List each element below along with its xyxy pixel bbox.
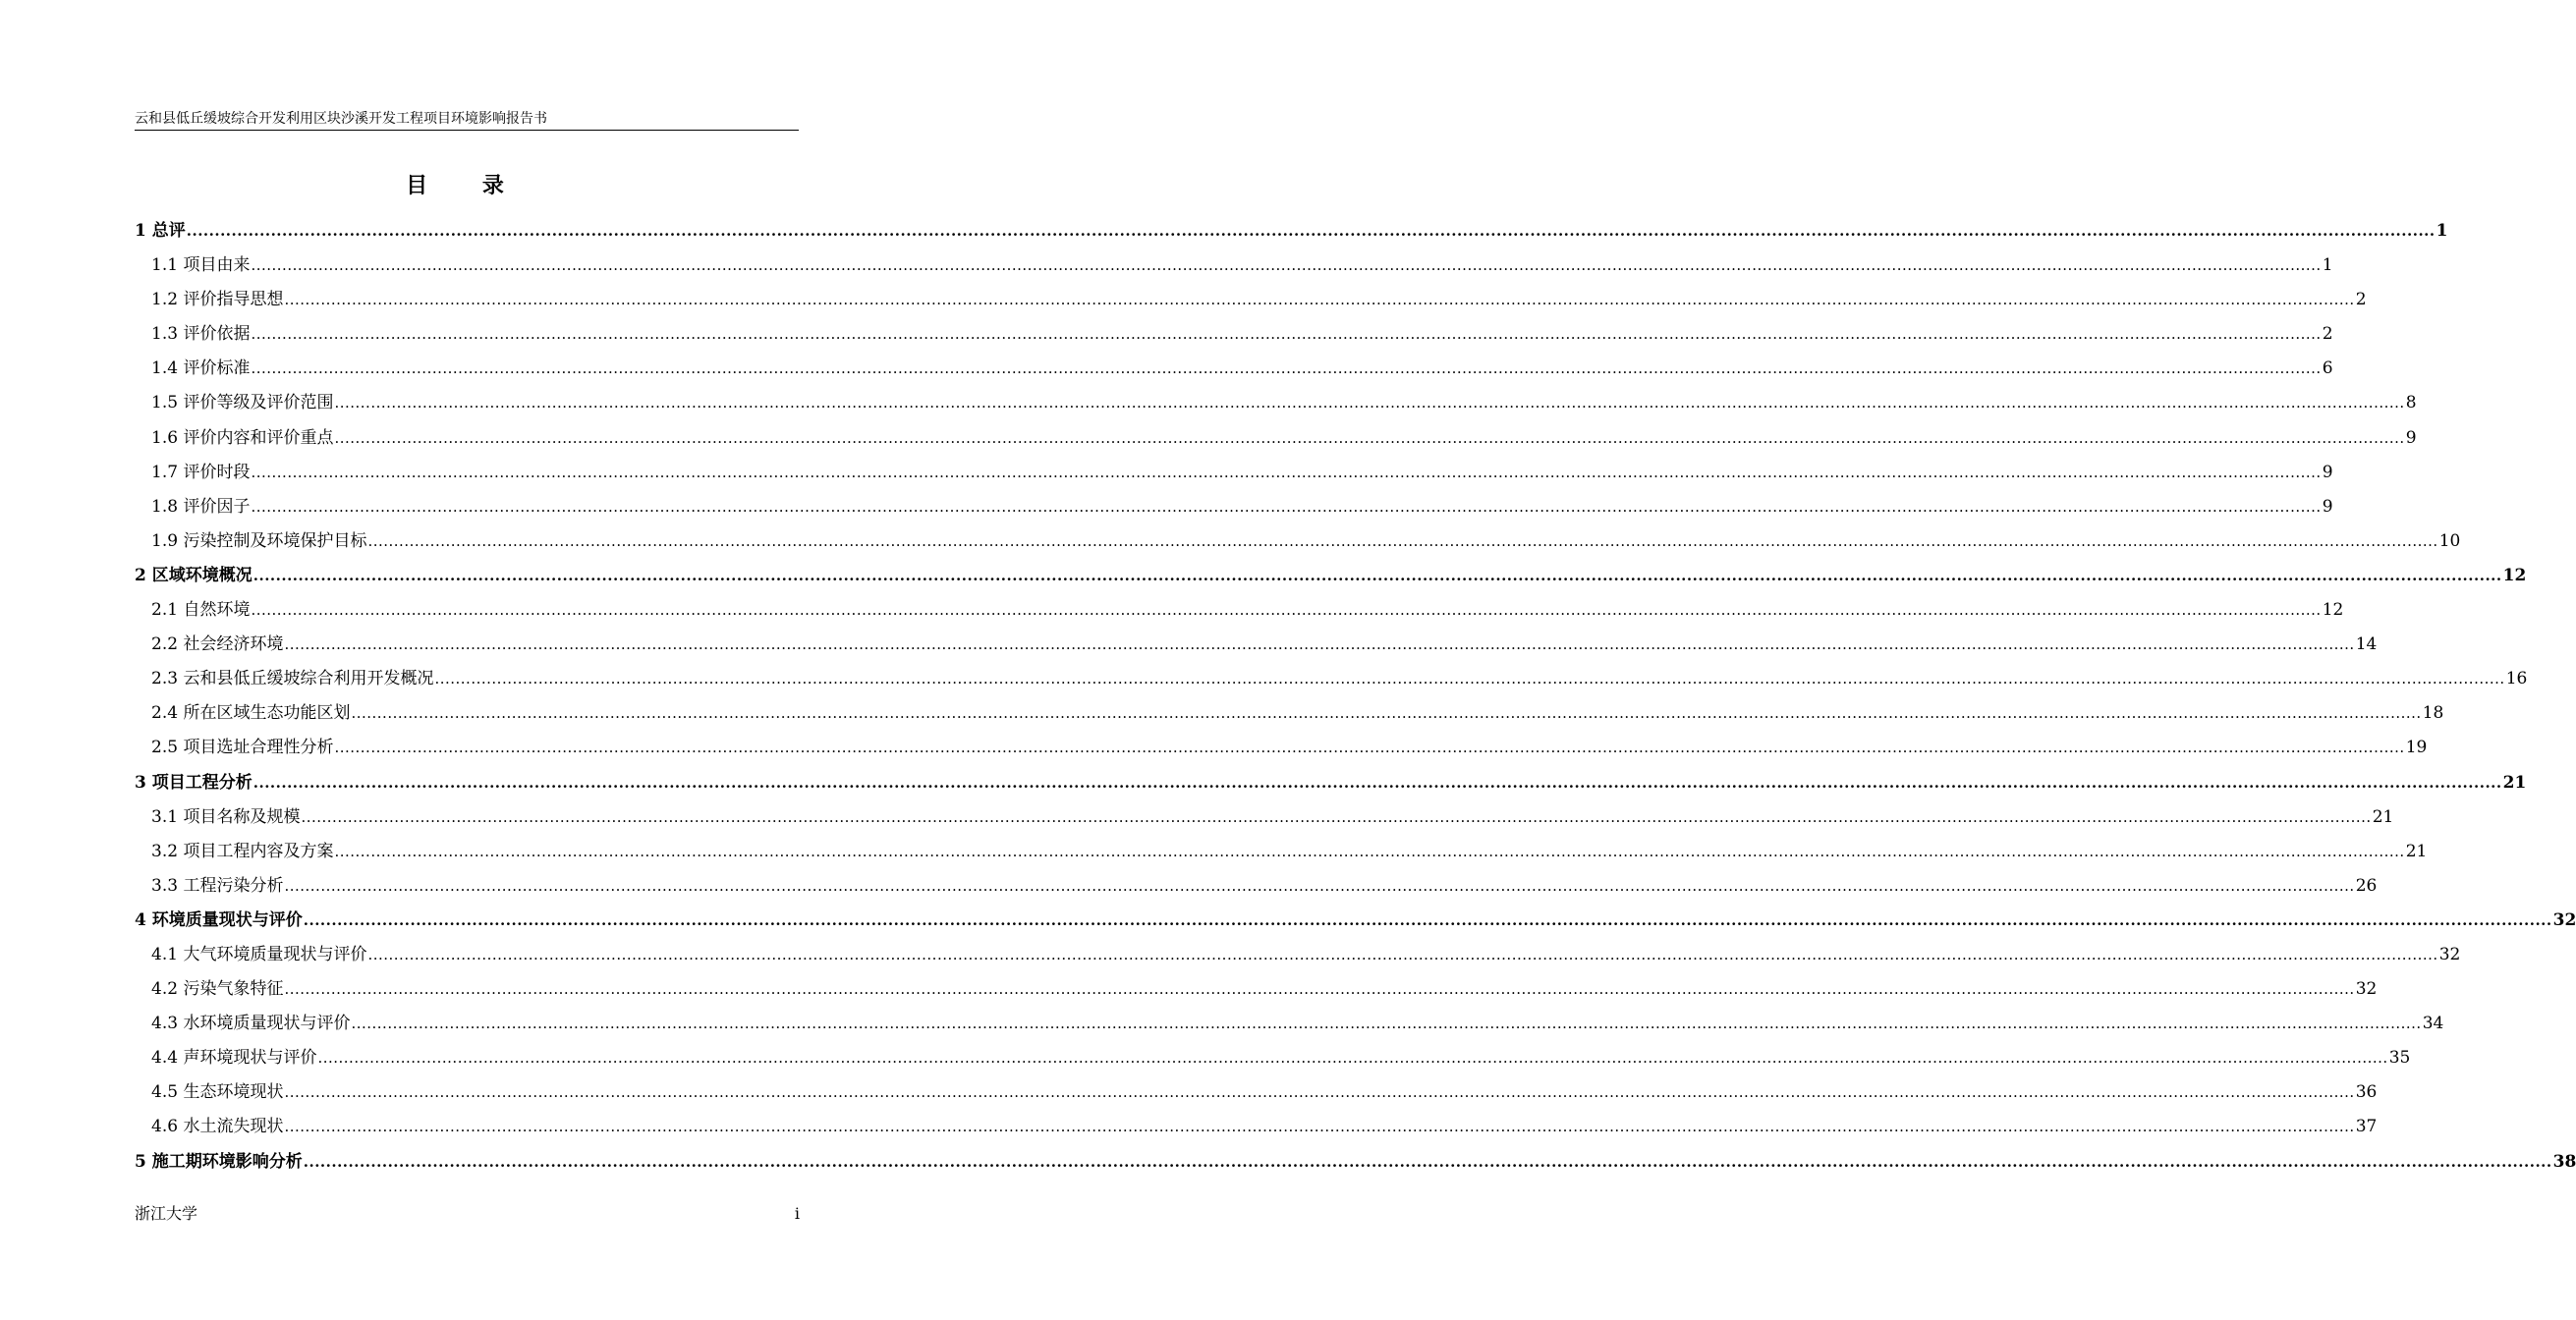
toc-section-entry[interactable] — [135, 456, 2333, 490]
toc-leader-dots: ................................................................................................................................................................................................................................................................................................................................................................................................................ — [334, 428, 2405, 447]
toc-entry-page-number: 9 — [2322, 462, 2333, 482]
toc-section-entry[interactable] — [135, 1075, 2378, 1110]
toc-section-entry[interactable] — [135, 490, 2333, 524]
toc-entry-label: 1.8 评价因子 — [151, 496, 251, 517]
toc-leader-dots: ................................................................................................................................................................................................................................................................................................................................................................................................................ — [334, 842, 2405, 860]
toc-entry-page-number: 18 — [2422, 703, 2444, 724]
toc-entry-page-number: 34 — [2422, 1014, 2444, 1034]
toc-leader-dots: ................................................................................................................................................................................................................................................................................................................................................................................................................ — [303, 1152, 2552, 1171]
toc-leader-dots: ................................................................................................................................................................................................................................................................................................................................................................................................................ — [367, 531, 2438, 550]
toc-section-entry[interactable] — [135, 835, 2428, 869]
toc-entry-page-number: 12 — [2502, 565, 2527, 585]
toc-entry-page-number: 9 — [2322, 496, 2333, 517]
toc-leader-dots: ................................................................................................................................................................................................................................................................................................................................................................................................................ — [252, 773, 2502, 792]
toc-section-entry[interactable] — [135, 662, 2528, 696]
toc-entry-page-number: 32 — [2355, 979, 2378, 1000]
toc-chapter-entry[interactable] — [135, 1145, 2576, 1180]
running-header: 云和县低丘缓坡综合开发利用区块沙溪开发工程项目环境影响报告书 — [135, 110, 799, 131]
toc-leader-dots: ................................................................................................................................................................................................................................................................................................................................................................................................................ — [351, 1015, 2422, 1033]
toc-leader-dots: ................................................................................................................................................................................................................................................................................................................................................................................................................ — [284, 635, 2355, 654]
toc-leader-dots: ................................................................................................................................................................................................................................................................................................................................................................................................................ — [251, 497, 2322, 516]
toc-section-entry[interactable] — [135, 869, 2378, 904]
toc-entry-page-number: 32 — [2552, 909, 2576, 930]
toc-entry-page-number: 16 — [2505, 669, 2528, 689]
toc-leader-dots: ................................................................................................................................................................................................................................................................................................................................................................................................................ — [252, 566, 2502, 584]
toc-entry-page-number: 21 — [2502, 772, 2527, 793]
toc-leader-dots: ................................................................................................................................................................................................................................................................................................................................................................................................................ — [251, 359, 2322, 378]
toc-entry-label: 2.3 云和县低丘缓坡综合利用开发概况 — [151, 669, 434, 689]
toc-entry-label: 2.5 项目选址合理性分析 — [151, 738, 334, 758]
toc-leader-dots: ................................................................................................................................................................................................................................................................................................................................................................................................................ — [251, 601, 2322, 620]
toc-section-entry[interactable] — [135, 628, 2378, 662]
toc-leader-dots: ................................................................................................................................................................................................................................................................................................................................................................................................................ — [301, 807, 2372, 826]
toc-entry-label: 4.1 大气环境质量现状与评价 — [151, 944, 367, 964]
toc-section-entry[interactable] — [135, 731, 2428, 765]
toc-entry-label: 4.4 声环境现状与评价 — [151, 1048, 317, 1069]
toc-leader-dots: ................................................................................................................................................................................................................................................................................................................................................................................................................ — [317, 1049, 2388, 1068]
toc-section-entry[interactable] — [135, 938, 2461, 972]
toc-entry-label: 1.3 评价依据 — [151, 324, 251, 345]
toc-entry-page-number: 21 — [2405, 841, 2428, 861]
toc-chapter-entry[interactable] — [135, 766, 2527, 800]
toc-entry-page-number: 19 — [2405, 738, 2428, 758]
toc-leader-dots: ................................................................................................................................................................................................................................................................................................................................................................................................................ — [186, 222, 2436, 240]
toc-leader-dots: ................................................................................................................................................................................................................................................................................................................................................................................................................ — [284, 1118, 2355, 1136]
toc-leader-dots: ................................................................................................................................................................................................................................................................................................................................................................................................................ — [303, 910, 2552, 929]
toc-entry-label: 1 总评 — [135, 221, 186, 241]
toc-section-entry[interactable] — [135, 1007, 2444, 1041]
toc-entry-label: 4.2 污染气象特征 — [151, 979, 284, 1000]
footer-page-number: i — [794, 1204, 800, 1223]
toc-section-entry[interactable] — [135, 800, 2394, 835]
toc-section-entry[interactable] — [135, 972, 2378, 1007]
toc-entry-label: 2.2 社会经济环境 — [151, 634, 284, 655]
toc-entry-label: 1.5 评价等级及评价范围 — [151, 393, 334, 413]
footer-organization: 浙江大学 — [135, 1204, 198, 1223]
toc-entry-page-number: 10 — [2438, 530, 2461, 551]
toc-entry-page-number: 2 — [2355, 290, 2367, 310]
toc-entry-page-number: 2 — [2322, 324, 2333, 345]
toc-entry-page-number: 6 — [2322, 358, 2333, 379]
toc-entry-label: 5 施工期环境影响分析 — [135, 1151, 303, 1172]
toc-section-entry[interactable] — [135, 248, 2333, 283]
toc-entry-label: 2.4 所在区域生态功能区划 — [151, 703, 351, 724]
toc-leader-dots: ................................................................................................................................................................................................................................................................................................................................................................................................................ — [367, 945, 2438, 963]
toc-section-entry[interactable] — [135, 696, 2444, 731]
toc-section-entry[interactable] — [135, 283, 2367, 317]
toc-leader-dots: ................................................................................................................................................................................................................................................................................................................................................................................................................ — [434, 670, 2505, 688]
toc-entry-page-number: 12 — [2322, 600, 2344, 621]
toc-entry-page-number: 1 — [2436, 221, 2448, 241]
toc-chapter-entry[interactable] — [135, 559, 2527, 593]
toc-leader-dots: ................................................................................................................................................................................................................................................................................................................................................................................................................ — [251, 256, 2322, 275]
toc-entry-label: 1.1 项目由来 — [151, 255, 251, 276]
toc-section-entry[interactable] — [135, 421, 2417, 456]
toc-entry-page-number: 14 — [2355, 634, 2378, 655]
toc-entry-label: 3.3 工程污染分析 — [151, 875, 284, 896]
toc-leader-dots: ................................................................................................................................................................................................................................................................................................................................................................................................................ — [334, 394, 2405, 412]
toc-leader-dots: ................................................................................................................................................................................................................................................................................................................................................................................................................ — [284, 980, 2355, 999]
toc-entry-label: 1.9 污染控制及环境保护目标 — [151, 530, 367, 551]
toc-entry-label: 2.1 自然环境 — [151, 600, 251, 621]
toc-entry-page-number: 21 — [2372, 806, 2394, 827]
toc-entry-label: 4.6 水土流失现状 — [151, 1117, 284, 1137]
toc-entry-page-number: 26 — [2355, 875, 2378, 896]
toc-section-entry[interactable] — [135, 1041, 2411, 1075]
toc-leader-dots: ................................................................................................................................................................................................................................................................................................................................................................................................................ — [284, 876, 2355, 895]
toc-entry-label: 1.6 评价内容和评价重点 — [151, 427, 334, 448]
toc-leader-dots: ................................................................................................................................................................................................................................................................................................................................................................................................................ — [351, 704, 2422, 723]
toc-entry-label: 3.2 项目工程内容及方案 — [151, 841, 334, 861]
toc-entry-label: 1.7 评价时段 — [151, 462, 251, 482]
toc-entry-label: 1.4 评价标准 — [151, 358, 251, 379]
toc-entry-page-number: 9 — [2405, 427, 2417, 448]
toc-entry-label: 4.3 水环境质量现状与评价 — [151, 1014, 351, 1034]
toc-leader-dots: ................................................................................................................................................................................................................................................................................................................................................................................................................ — [334, 739, 2405, 757]
toc-entry-page-number: 36 — [2355, 1082, 2378, 1103]
toc-section-entry[interactable] — [135, 1110, 2378, 1144]
toc-entry-page-number: 1 — [2322, 255, 2333, 276]
toc-entry-label: 4 环境质量现状与评价 — [135, 909, 303, 930]
toc-entry-page-number: 32 — [2438, 944, 2461, 964]
toc-section-entry[interactable] — [135, 386, 2417, 420]
toc-chapter-entry[interactable] — [135, 904, 2576, 938]
toc-leader-dots: ................................................................................................................................................................................................................................................................................................................................................................................................................ — [251, 325, 2322, 344]
toc-leader-dots: ................................................................................................................................................................................................................................................................................................................................................................................................................ — [251, 463, 2322, 481]
toc-chapter-entry[interactable] — [135, 214, 2448, 248]
toc-entry-page-number: 38 — [2552, 1151, 2576, 1172]
toc-section-entry[interactable] — [135, 352, 2333, 386]
toc-entry-label: 4.5 生态环境现状 — [151, 1082, 284, 1103]
toc-entry-label: 3.1 项目名称及规模 — [151, 806, 301, 827]
toc-entry-page-number: 8 — [2405, 393, 2417, 413]
toc-leader-dots: ................................................................................................................................................................................................................................................................................................................................................................................................................ — [284, 291, 2355, 309]
toc-entry-page-number: 37 — [2355, 1117, 2378, 1137]
page-title: 目 录 — [406, 173, 528, 198]
toc-leader-dots: ................................................................................................................................................................................................................................................................................................................................................................................................................ — [284, 1083, 2355, 1102]
toc-entry-label: 1.2 评价指导思想 — [151, 290, 284, 310]
toc-section-entry[interactable] — [135, 317, 2333, 352]
toc-entry-label: 2 区域环境概况 — [135, 565, 252, 585]
toc-entry-label: 3 项目工程分析 — [135, 772, 252, 793]
toc-entry-page-number: 35 — [2388, 1048, 2411, 1069]
table-of-contents — [135, 214, 2576, 1180]
toc-section-entry[interactable] — [135, 524, 2461, 559]
toc-section-entry[interactable] — [135, 593, 2344, 628]
